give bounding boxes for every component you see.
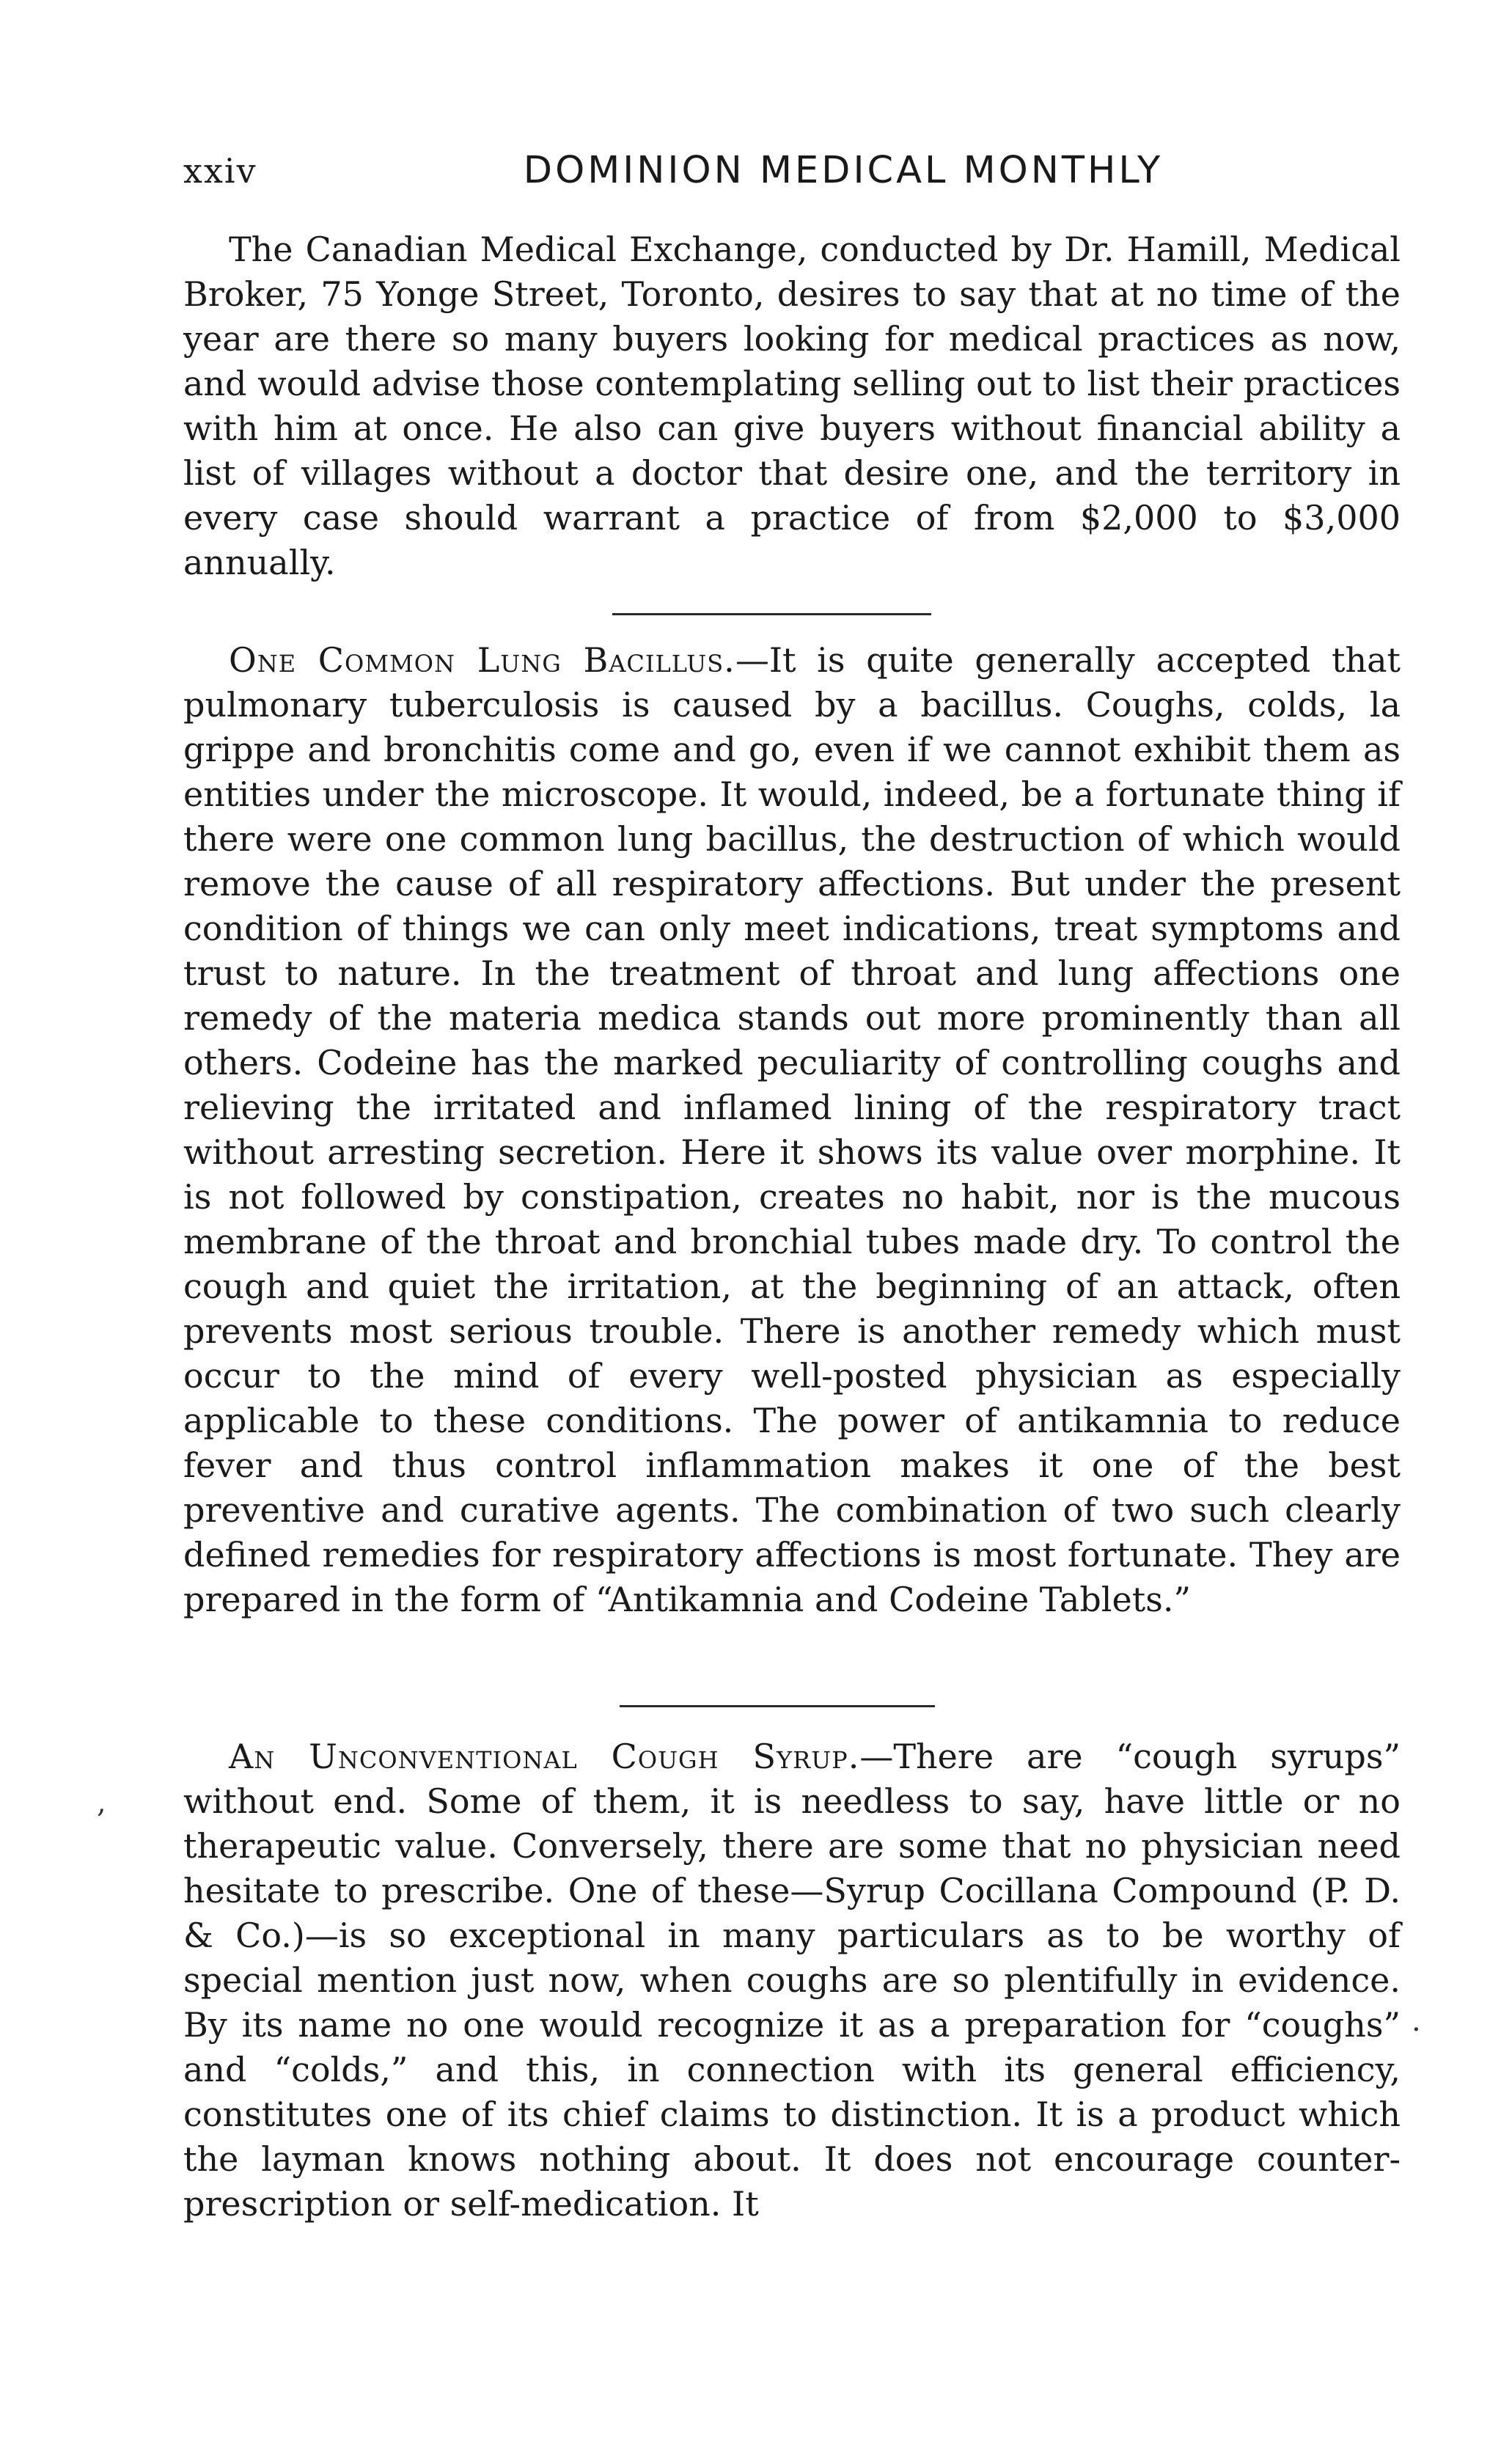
article-heading: An Unconventional Cough Syrup. (229, 1737, 860, 1776)
article-cough-syrup (183, 1734, 1401, 2227)
journal-title: DOMINION MEDICAL MONTHLY (523, 149, 1164, 192)
article-lung-bacillus (183, 638, 1401, 1622)
scan-speck: · (1412, 2013, 1421, 2047)
scan-speck: , (97, 1786, 106, 1819)
section-divider (612, 613, 931, 615)
article-body: The Canadian Medical Exchange, conducted by Dr. Hamill, Medical Broker, 75 Yonge Street, Toronto, desires to say that at no time of the year are there so many buyers looking for medical practices as now, and would advise those contemplating selling out to list their practices with him at once. He also can give buyers without financial ability a list of villages without a doctor that desire one, and the territory in every case should warrant a practice of from $2,000 to $3,000 annually. (183, 230, 1401, 582)
section-divider (620, 1705, 935, 1707)
article-medical-exchange (183, 227, 1401, 585)
article-body: —It is quite generally accepted that pulmonary tuberculosis is caused by a bacillus. Coughs, colds, la grippe and bronchitis come and go, even if we cannot exhibit them as entities under the microscope. It would, indeed, be a fortunate thing if there were one common lung bacillus, the destruction of which would remove the cause of all respiratory affections. But under the present condition of things we can only meet indications, treat symptoms and trust to nature. In the treatment of throat and lung affections one remedy of the materia medica stands out more prominently than all others. Codeine has the marked peculiarity of controlling coughs and relieving the irritated and inflamed lining of the respiratory tract without arresting secretion. Here it shows its value over morphine. It is not followed by constipation, creates no habit, nor is the mucous membrane of the throat and bronchial tubes made dry. To control the cough and quiet the irritation, at the beginning of an attack, often prevents most serious trouble. There is another remedy which must occur to the mind of every well-posted physician as especially applicable to these conditions. The power of antikamnia to reduce fever and thus control inflammation makes it one of the best preventive and curative agents. The combination of two such clearly defined remedies for respiratory affections is most fortunate. They are prepared in the form of “Antikamnia and Codeine Tablets.” (183, 640, 1401, 1619)
page-number: xxiv (183, 151, 257, 191)
article-heading: One Common Lung Bacillus. (229, 640, 735, 680)
running-header (183, 145, 1357, 197)
article-body: —There are “cough syrups” without end. Some of them, it is needless to say, have little or no therapeutic value. Conversely, there are some that no physician need hesitate to prescribe. One of these—Syrup Cocillana Compound (P. D. & Co.)—is so exceptional in many particulars as to be worthy of special mention just now, when coughs are so plentifully in evidence. By its name no one would recognize it as a preparation for “coughs” and “colds,” and this, in connection with its general efficiency, constitutes one of its chief claims to distinction. It is a product which the layman knows nothing about. It does not encourage counter-prescription or self-medication. It (183, 1737, 1401, 2224)
